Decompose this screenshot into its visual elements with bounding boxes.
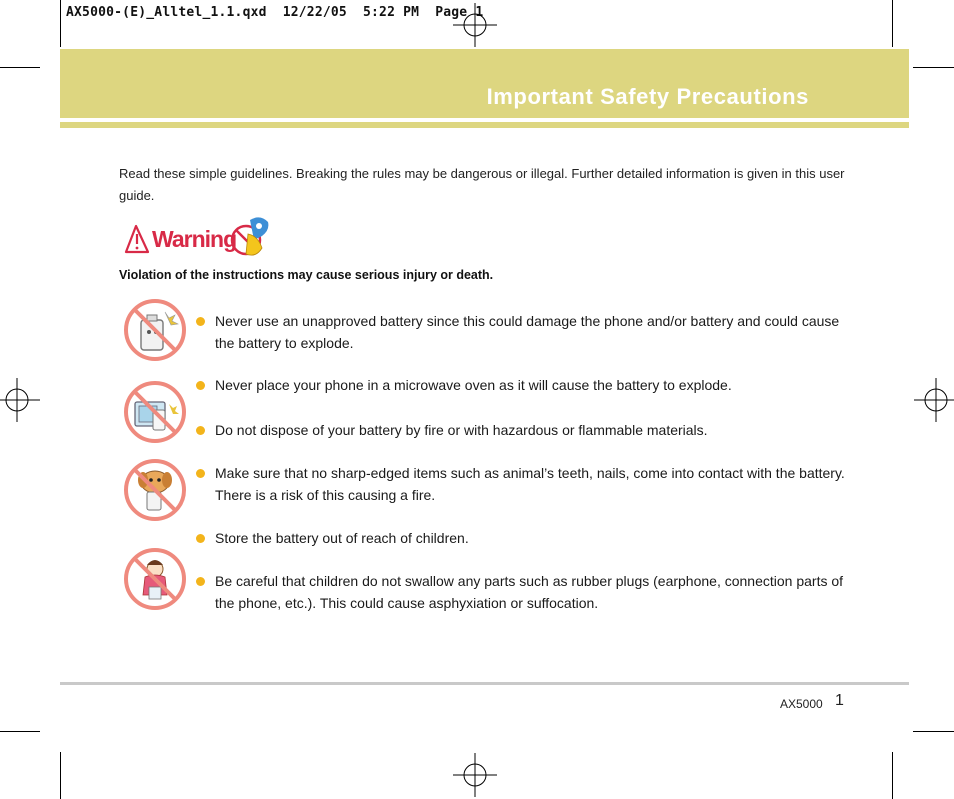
- model-name: AX5000: [780, 697, 823, 711]
- page-title: Important Safety Precautions: [486, 84, 809, 109]
- bullet-dot-icon: [196, 426, 205, 435]
- list-item: [196, 527, 851, 549]
- list-item: [196, 310, 851, 354]
- registration-mark-left: [0, 378, 44, 422]
- list-item: [196, 374, 851, 396]
- intro-paragraph: Read these simple guidelines. Breaking the rules may be dangerous or illegal. Further detailed information is given in this user guide.: [119, 166, 845, 203]
- bullet-text: Make sure that no sharp-edged items such as animal’s teeth, nails, come into contact with the battery. There is a risk of this causing a fire.: [215, 465, 845, 503]
- warning-label: Warning: [152, 226, 237, 252]
- page-number: 1: [835, 692, 844, 709]
- bullet-dot-icon: [196, 381, 205, 390]
- microwave-prohibited-icon: [123, 380, 187, 444]
- bullet-dot-icon: [196, 469, 205, 478]
- bullet-text: Never place your phone in a microwave oven as it will cause the battery to explode.: [215, 377, 732, 393]
- child-prohibited-icon: [123, 547, 187, 611]
- bullet-dot-icon: [196, 534, 205, 543]
- list-item: [196, 462, 851, 506]
- bullet-dot-icon: [196, 317, 205, 326]
- footer-rule: [60, 682, 909, 685]
- battery-explosion-prohibited-icon: [123, 298, 187, 362]
- registration-mark-right: [910, 378, 954, 422]
- dog-chewing-prohibited-icon: [123, 458, 187, 522]
- registration-mark-bottom: [453, 753, 497, 797]
- print-slug-line: AX5000-(E)_Alltel_1.1.qxd 12/22/05 5:22 PM Page 1: [66, 5, 484, 20]
- registration-mark-top: [453, 3, 497, 47]
- header-underline: [60, 122, 909, 128]
- list-item: [196, 419, 851, 441]
- bullet-text: Be careful that children do not swallow any parts such as rubber plugs (earphone, connection parts of the phone, etc.). This could cause asphyxiation or suffocation.: [215, 573, 844, 611]
- bullet-text: Store the battery out of reach of children.: [215, 530, 469, 546]
- bullet-text: Never use an unapproved battery since this could damage the phone and/or battery and could cause the battery to explode.: [215, 313, 840, 351]
- bullet-dot-icon: [196, 577, 205, 586]
- bullet-text: Do not dispose of your battery by fire or with hazardous or flammable materials.: [215, 422, 708, 438]
- list-item: [196, 570, 851, 614]
- violation-statement: Violation of the instructions may cause serious injury or death.: [119, 268, 494, 282]
